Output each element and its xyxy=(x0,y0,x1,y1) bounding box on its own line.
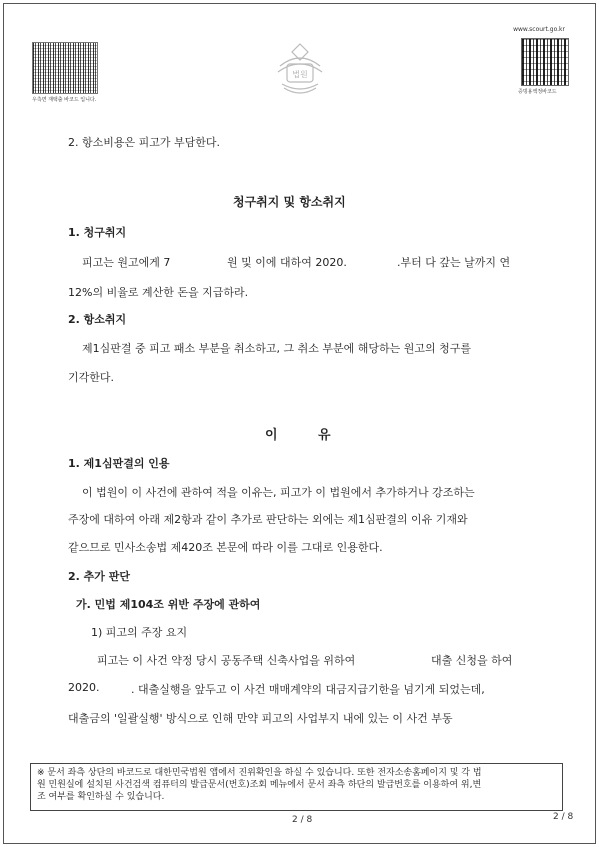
court-seal-emblem xyxy=(270,40,330,98)
notice-line-2: 원 민원실에 설치된 사건검색 컴퓨터의 발급문서(번호)조회 메뉴에서 문서 좌측 하단의 발급번호를 이용하여 위,변 xyxy=(37,780,482,790)
section-title-claims: 청구취지 및 항소취지 xyxy=(233,195,346,209)
page-number-right: 2 / 8 xyxy=(553,812,574,822)
claim-text-1a: 피고는 원고에게 7 xyxy=(82,256,171,269)
judgment-line-2: 2. 항소비용은 피고가 부담한다. xyxy=(68,136,220,149)
additional-judgment-heading: 2. 추가 판단 xyxy=(68,570,130,583)
claim-heading: 1. 청구취지 xyxy=(68,226,127,239)
claim-text-1c: .부터 다 갚는 날까지 연 xyxy=(397,256,511,269)
appeal-heading: 2. 항소취지 xyxy=(68,313,127,326)
argument-text-1b: 대출 신청을 하여 xyxy=(431,654,513,667)
reason-title-yu: 유 xyxy=(318,428,331,443)
claim-text-1b: 원 및 이에 대하여 2020. xyxy=(227,256,347,269)
cite-heading: 1. 제1심판결의 인용 xyxy=(68,457,170,470)
argument-text-3: 대출금의 '일괄실행' 방식으로 인해 만약 피고의 사업부지 내에 있는 이 사건 부동 xyxy=(68,712,453,725)
qr-caption: 증빙용액정바코드 xyxy=(518,89,557,95)
argument-text-1a: 피고는 이 사건 약정 당시 공동주택 신축사업을 위하여 xyxy=(97,654,356,667)
argument-text-2b: . 대출실행을 앞두고 이 사건 매매계약의 대금지급기한을 넘기게 되었는데, xyxy=(131,683,485,696)
notice-line-1: ※ 문서 좌측 상단의 바코드로 대한민국법원 앱에서 진위확인을 하실 수 있습니다. 또한 전자소송홈페이지 및 각 법 xyxy=(37,768,482,778)
civil-code-heading: 가. 민법 제104조 위반 주장에 관하여 xyxy=(76,598,261,611)
court-url: www.scourt.go.kr xyxy=(513,26,565,33)
appeal-text-1: 제1심판결 중 피고 패소 부분을 취소하고, 그 취소 부분에 해당하는 원고의 청구를 xyxy=(82,342,471,355)
argument-text-2a: 2020. xyxy=(68,681,100,694)
barcode-caption: 우측면 재택출 바코드 입니다. xyxy=(32,97,97,103)
cite-text-2: 주장에 대하여 아래 제2항과 같이 추가로 판단하는 외에는 제1심판결의 이유 기재와 xyxy=(68,513,468,526)
qr-code xyxy=(521,38,569,86)
cite-text-3: 같으므로 민사소송법 제420조 본문에 따라 이를 그대로 인용한다. xyxy=(68,541,383,554)
barcode-image xyxy=(32,42,98,94)
reason-title-i: 이 xyxy=(265,428,278,443)
notice-line-3: 조 여부를 확인하실 수 있습니다. xyxy=(37,792,165,802)
claim-text-2: 12%의 비율로 계산한 돈을 지급하라. xyxy=(68,286,249,299)
seal-text: 법원 xyxy=(292,70,308,79)
cite-text-1: 이 법원이 이 사건에 관하여 적을 이유는, 피고가 이 법원에서 추가하거나 강조하는 xyxy=(82,486,475,499)
defendant-claim-heading: 1) 피고의 주장 요지 xyxy=(91,626,188,639)
appeal-text-2: 기각한다. xyxy=(68,371,115,384)
page-number-center: 2 / 8 xyxy=(292,815,313,825)
authenticity-notice-box xyxy=(30,763,563,811)
